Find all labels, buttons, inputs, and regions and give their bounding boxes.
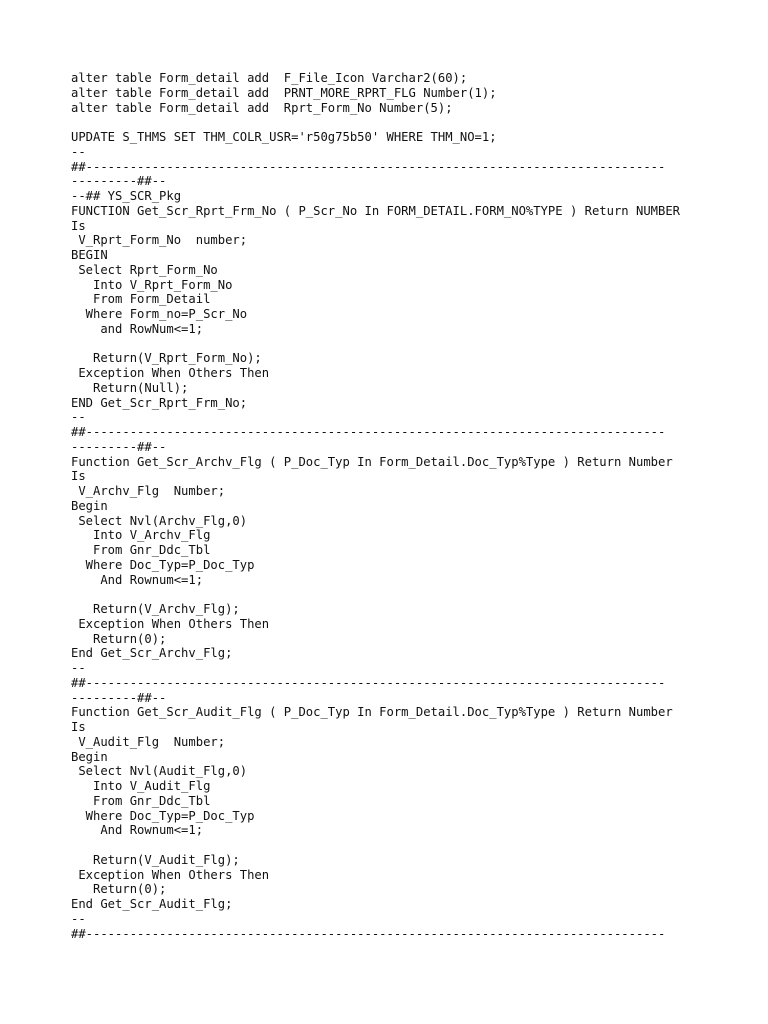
code-line: END Get_Scr_Rprt_Frm_No; xyxy=(71,395,248,410)
code-line: Return(V_Rprt_Form_No); xyxy=(71,351,262,366)
code-line: Return(Null); xyxy=(71,380,189,395)
code-line: Is xyxy=(71,720,86,734)
blank-line xyxy=(71,838,731,853)
separator-line: ---------##-- xyxy=(71,690,167,705)
code-line: BEGIN xyxy=(71,248,108,262)
separator-line: ##------------------------------------------------------------------------------- xyxy=(71,425,666,439)
code-line: Is xyxy=(71,469,86,484)
separator-line: ##------------------------------------------------------------------------------- xyxy=(71,675,666,690)
code-line: alter table Form_detail add Rprt_Form_No Number(5); xyxy=(71,100,453,115)
code-line: Return(0); xyxy=(71,631,167,646)
code-line: Return(V_Audit_Flg); xyxy=(71,852,240,867)
code-line: FUNCTION Get_Scr_Rprt_Frm_No ( P_Scr_No In FORM_DETAIL.FORM_NO%TYPE ) Return NUMBER xyxy=(71,203,681,218)
code-line: Return(V_Archv_Flg); xyxy=(71,602,240,616)
code-line: From Form_Detail xyxy=(71,292,211,307)
code-line: Function Get_Scr_Audit_Flg ( P_Doc_Typ In Form_Detail.Doc_Typ%Type ) Return Number xyxy=(71,705,673,720)
code-line: Exception When Others Then xyxy=(71,867,270,882)
code-line: V_Rprt_Form_No number; xyxy=(71,233,248,248)
code-line: Into V_Rprt_Form_No xyxy=(71,277,233,292)
code-line: Where Doc_Typ=P_Doc_Typ xyxy=(71,557,255,572)
code-line: End Get_Scr_Audit_Flg; xyxy=(71,897,233,911)
code-line: Begin xyxy=(71,498,108,513)
code-line: From Gnr_Ddc_Tbl xyxy=(71,793,211,808)
code-line: Where Doc_Typ=P_Doc_Typ xyxy=(71,808,255,823)
code-line: and RowNum<=1; xyxy=(71,321,204,336)
sql-code-block xyxy=(71,71,731,941)
code-line: V_Audit_Flg Number; xyxy=(71,734,226,749)
separator-line: ---------##-- xyxy=(71,174,167,189)
code-line: Select Nvl(Audit_Flg,0) xyxy=(71,764,248,779)
separator-line: ---------##-- xyxy=(71,439,167,454)
blank-line xyxy=(71,115,731,130)
code-line: --## YS_SCR_Pkg xyxy=(71,189,182,203)
code-line: Is xyxy=(71,218,86,233)
code-line: V_Archv_Flg Number; xyxy=(71,484,226,498)
code-line: alter table Form_detail add PRNT_MORE_RPRT_FLG Number(1); xyxy=(71,85,497,100)
code-line: -- xyxy=(71,911,86,926)
code-line: Exception When Others Then xyxy=(71,366,270,380)
code-line: -- xyxy=(71,144,86,159)
code-line: Where Form_no=P_Scr_No xyxy=(71,307,248,321)
separator-line: ##------------------------------------------------------------------------------- xyxy=(71,926,666,941)
code-line: And Rownum<=1; xyxy=(71,823,204,838)
code-line: From Gnr_Ddc_Tbl xyxy=(71,543,211,557)
blank-line xyxy=(71,587,731,602)
blank-line xyxy=(71,337,731,352)
code-line: Into V_Archv_Flg xyxy=(71,528,211,543)
code-line: Select Rprt_Form_No xyxy=(71,262,218,277)
code-line: Begin xyxy=(71,749,108,764)
code-line: -- xyxy=(71,661,86,675)
code-line: -- xyxy=(71,410,86,425)
separator-line: ##------------------------------------------------------------------------------- xyxy=(71,159,666,174)
code-line: Select Nvl(Archv_Flg,0) xyxy=(71,513,248,528)
document-page xyxy=(71,71,731,941)
code-line: Exception When Others Then xyxy=(71,616,270,631)
code-line: And Rownum<=1; xyxy=(71,572,204,587)
code-line: alter table Form_detail add F_File_Icon Varchar2(60); xyxy=(71,71,468,85)
code-line: UPDATE S_THMS SET THM_COLR_USR='r50g75b50' WHERE THM_NO=1; xyxy=(71,130,497,144)
code-line: Into V_Audit_Flg xyxy=(71,779,211,793)
code-line: Return(0); xyxy=(71,882,167,897)
code-line: Function Get_Scr_Archv_Flg ( P_Doc_Typ In Form_Detail.Doc_Typ%Type ) Return Number xyxy=(71,454,673,469)
code-line: End Get_Scr_Archv_Flg; xyxy=(71,646,233,661)
